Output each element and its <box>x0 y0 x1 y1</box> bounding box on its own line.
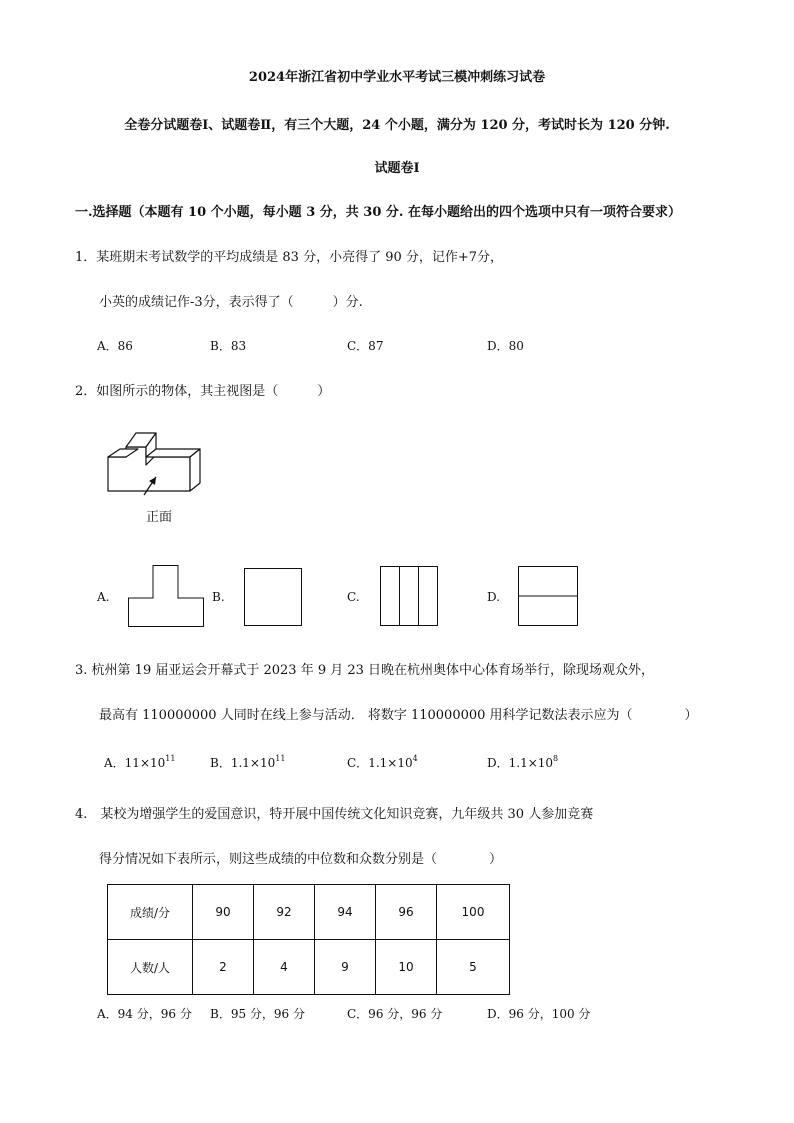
q2-option-c-label: C. <box>347 590 360 604</box>
q2-option-b-label: B. <box>212 590 225 604</box>
table-cell: 5 <box>437 940 510 995</box>
q4-option-a: A．94 分，96 分 <box>97 1007 192 1021</box>
q2-option-b-figure <box>244 568 302 626</box>
table-cell: 2 <box>193 940 254 995</box>
q2-stem: 2．如图所示的物体，其主视图是（ ） <box>75 384 331 399</box>
q2-option-a-label: A. <box>97 590 110 604</box>
q3-option-c: C．$1.1\times 10^4$ <box>347 754 418 770</box>
table-cell: 10 <box>376 940 437 995</box>
q4-option-b: B．95 分，96 分 <box>210 1007 305 1021</box>
q2-option-a-figure <box>128 565 204 627</box>
table-cell: 96 <box>376 885 437 940</box>
q2-option-d-label: D. <box>487 590 501 604</box>
section-heading: 一.选择题（本题有 10 个小题，每小题 3 分，共 30 分. 在每小题给出的四个选项中只有一项符合要求） <box>75 205 681 220</box>
paper-title: 2024年浙江省初中学业水平考试三模冲刺练习试卷 <box>248 70 546 85</box>
table-cell: 9 <box>315 940 376 995</box>
q4-line1: 4. 某校为增强学生的爱国意识，特开展中国传统文化知识竞赛，九年级共 30 人参加竞赛 <box>75 807 594 822</box>
q4-option-d: D．96 分，100 分 <box>487 1007 591 1021</box>
q3-option-a: A．$11\times 10^{11}$ <box>104 754 176 770</box>
q2-option-d-figure <box>518 566 578 626</box>
table-cell: 92 <box>254 885 315 940</box>
q3-option-d: D．$1.1\times 10^8$ <box>487 754 559 770</box>
solid-right-side <box>190 449 200 491</box>
table-header-count: 人数/人 <box>108 940 193 995</box>
q1-option-c: C．87 <box>347 339 384 353</box>
table-cell: 90 <box>193 885 254 940</box>
q4-score-table <box>107 884 510 995</box>
q3-line1: 3. 杭州第 19 届亚运会开幕式于 2023 年 9 月 23 日晚在杭州奥体中心体育场举行，除现场观众外， <box>75 663 655 678</box>
q3-option-b: B．$1.1\times 10^{11}$ <box>210 754 286 770</box>
front-label: 正面 <box>146 510 173 525</box>
q4-line2: 得分情况如下表所示，则这些成绩的中位数和众数分别是（ ） <box>99 852 503 867</box>
paper-info: 全卷分试题卷Ⅰ、试题卷Ⅱ，有三个大题，24 个小题，满分为 120 分，考试时长为 120 分钟. <box>124 118 670 133</box>
q2-solid-figure <box>100 425 200 500</box>
table-row <box>108 885 510 940</box>
table-row <box>108 940 510 995</box>
table-cell: 94 <box>315 885 376 940</box>
q1-option-a: A．86 <box>97 339 133 353</box>
q1-line1: 1．某班期末考试数学的平均成绩是 83 分，小亮得了 90 分，记作+7分， <box>75 250 504 265</box>
q1-line2: 小英的成绩记作-3分，表示得了（ ）分. <box>99 295 363 310</box>
table-cell: 4 <box>254 940 315 995</box>
q1-option-b: B．83 <box>210 339 247 353</box>
q3-line2: 最高有 110000000 人同时在线上参与活动． 将数字 110000000 用科学记数法表示应为（ ） <box>99 708 698 723</box>
q1-option-d: D．80 <box>487 339 524 353</box>
table-cell: 100 <box>437 885 510 940</box>
table-header-score: 成绩/分 <box>108 885 193 940</box>
q4-option-c: C．96 分，96 分 <box>347 1007 443 1021</box>
q2-option-c-figure <box>380 566 438 626</box>
part-title: 试题卷Ⅰ <box>374 161 420 176</box>
